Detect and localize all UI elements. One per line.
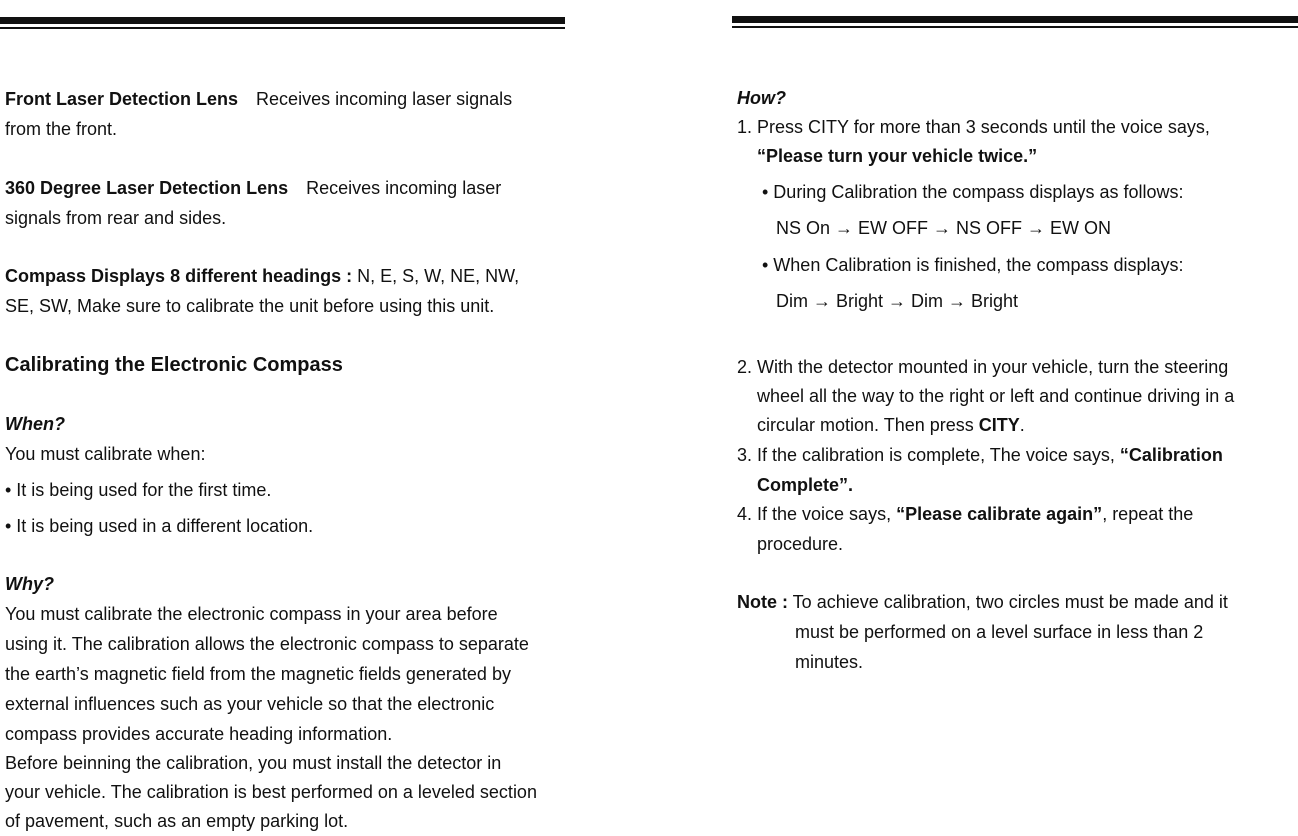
section-title: Calibrating the Electronic Compass [5,354,343,376]
when-heading: When? [5,414,65,434]
compass-desc-cont: SE, SW, Make sure to calibrate the unit before using this unit. [5,296,495,316]
why-line: of pavement, such as an empty parking lot. [5,811,349,831]
step-3-voice-prompt: “Calibration [1119,445,1223,465]
step-4-text-end: , repeat the [1102,504,1194,524]
note-line-2: must be performed on a level surface in less than 2 [795,622,1204,642]
when-intro: You must calibrate when: [5,444,206,464]
step-3-text: 3. If the calibration is complete, The voice says, [737,445,1120,465]
front-lens-desc-cont: from the front. [5,119,118,139]
step-1-bullet-finished: • When Calibration is finished, the compass displays: [762,255,1184,275]
step-4-voice-prompt: “Please calibrate again” [896,504,1103,524]
front-lens-term: Front Laser Detection Lens [5,89,239,109]
front-lens-entry [5,84,512,114]
step-1-line-1: 1. Press CITY for more than 3 seconds until the voice says, [737,117,1210,137]
step-4-line-2: procedure. [757,534,844,554]
step-2-line-1: 2. With the detector mounted in your vehicle, turn the steering [737,357,1229,377]
step-2-line-3 [757,410,1025,440]
note-text: To achieve calibration, two circles must be made and it [788,592,1228,612]
compass-entry [5,261,519,291]
step-1-bullet-during: • During Calibration the compass displays as follows: [762,182,1184,202]
note-line-1 [737,587,1228,617]
step-1-sequence-during: NS On → EW OFF → NS OFF → EW ON [776,218,1112,238]
step-1-voice-prompt: “Please turn your vehicle twice.” [757,146,1038,166]
why-line: Before beinning the calibration, you must install the detector in [5,753,502,773]
right-header-rule [732,16,1298,28]
step-2-city-button-ref: CITY [978,415,1020,435]
how-heading: How? [737,88,786,108]
lens-360-desc: Receives incoming laser [306,178,502,198]
lens-360-term: 360 Degree Laser Detection Lens [5,178,289,198]
note-label: Note : [737,592,788,612]
why-line: You must calibrate the electronic compass in your area before [5,604,498,624]
step-2-line-2: wheel all the way to the right or left and continue driving in a [757,386,1235,406]
compass-term: Compass Displays 8 different headings : [5,266,353,286]
step-3-voice-prompt-cont: Complete”. [757,475,854,495]
why-line: your vehicle. The calibration is best performed on a leveled section [5,782,537,802]
front-lens-desc: Receives incoming laser signals [256,89,513,109]
why-line: the earth’s magnetic field from the magnetic fields generated by [5,664,511,684]
step-4-line-1 [737,499,1193,529]
when-bullet-new-location: • It is being used in a different location. [5,516,314,536]
left-header-rule [0,17,565,29]
note-line-3: minutes. [795,652,864,672]
compass-desc: N, E, S, W, NE, NW, [352,266,520,286]
lens-360-entry [5,173,501,203]
step-2-line-3-end: . [1019,415,1025,435]
why-line: external influences such as your vehicle so that the electronic [5,694,495,714]
step-1-sequence-finished: Dim → Bright → Dim → Bright [776,291,1019,311]
when-bullet-first-time: • It is being used for the first time. [5,480,272,500]
why-line: using it. The calibration allows the electronic compass to separate [5,634,529,654]
step-3-line-1 [737,440,1223,470]
why-line: compass provides accurate heading information. [5,724,393,744]
step-4-text: 4. If the voice says, [737,504,897,524]
why-heading: Why? [5,574,54,594]
lens-360-desc-cont: signals from rear and sides. [5,208,227,228]
step-2-line-3-text: circular motion. Then press [757,415,979,435]
